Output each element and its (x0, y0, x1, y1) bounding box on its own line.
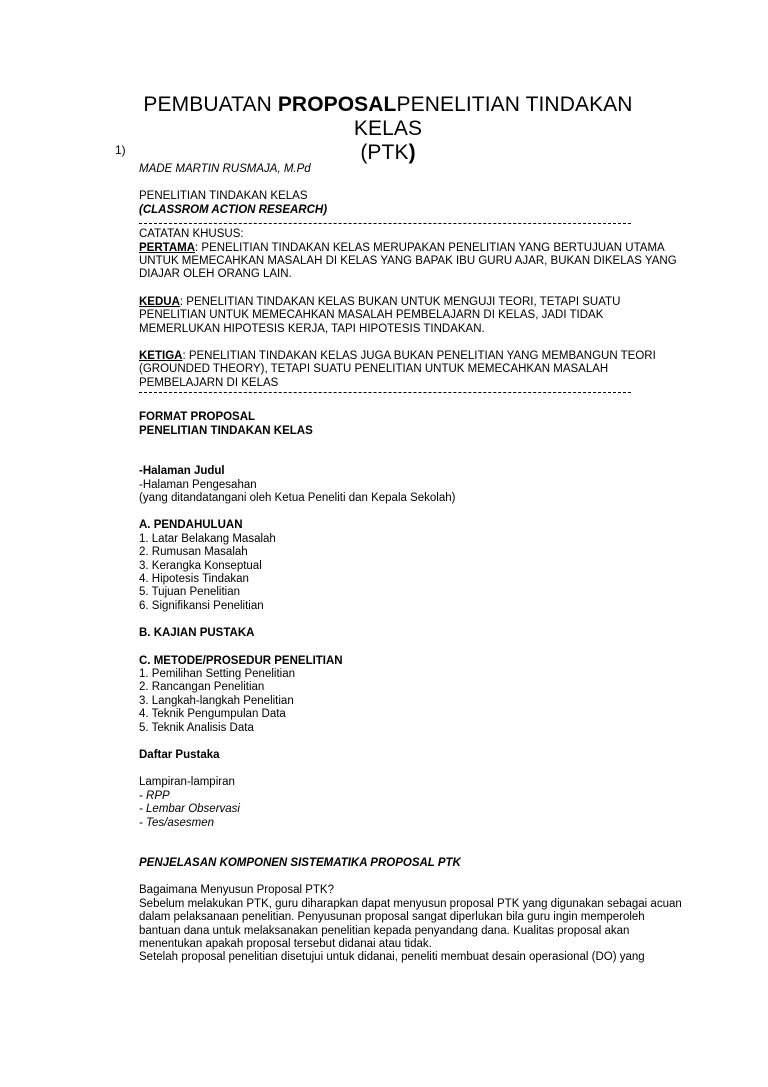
document-body (139, 163, 684, 965)
front-matter-title-page: -Halaman Judul (139, 465, 225, 478)
explanation-heading: PENJELASAN KOMPONEN SISTEMATIKA PROPOSAL PTK (139, 857, 461, 870)
note-second-label: KEDUA (139, 295, 180, 308)
section-a-item: 5. Tujuan Penelitian (139, 586, 241, 599)
explanation-paragraph-2: Setelah proposal penelitian disetujui untuk didanai, peneliti membuat desain operasional (DO) yang (139, 951, 645, 964)
format-heading-1: FORMAT PROPOSAL (139, 411, 256, 424)
appendix-item: - Lembar Observasi (139, 803, 240, 816)
footnote-marker: 1) (115, 143, 126, 157)
section-b-heading: B. KAJIAN PUSTAKA (139, 627, 255, 640)
appendix-item: - Tes/asesmen (139, 816, 214, 829)
dashed-divider-bottom (139, 392, 631, 393)
section-a-item: 6. Signifikansi Penelitian (139, 599, 264, 612)
note-first (139, 242, 684, 282)
section-a-item: 2. Rumusan Masalah (139, 546, 248, 559)
document-title (108, 93, 668, 165)
title-closing-paren: ) (408, 141, 416, 164)
front-matter-approval-note: (yang ditandatangani oleh Ketua Peneliti dan Kepala Sekolah) (139, 491, 456, 504)
note-third-label: KETIGA (139, 350, 183, 363)
title-part-3: (PTK (360, 141, 409, 164)
section-a-heading: A. PENDAHULUAN (139, 519, 243, 532)
note-first-text: : PENELITIAN TINDAKAN KELAS MERUPAKAN PENELITIAN YANG BERTUJUAN UTAMA UNTUK MEMECAHKAN MASALAH DI KELAS YANG BAPAK IBU GURU AJAR, BUKAN DIKELAS YANG DIAJAR OLEH ORANG LAIN. (139, 241, 677, 281)
note-second (139, 296, 684, 336)
format-heading-2: PENELITIAN TINDAKAN KELAS (139, 424, 313, 437)
note-third-text: : PENELITIAN TINDAKAN KELAS JUGA BUKAN PENELITIAN YANG MEMBANGUN TEORI (GROUNDED THEORY), TETAPI SUATU PENELITIAN UNTUK MEMECAHKAN MASALAH PEMBELAJARN DI KELAS (139, 350, 656, 389)
section-a-item: 1. Latar Belakang Masalah (139, 532, 276, 545)
front-matter-approval-page: -Halaman Pengesahan (139, 478, 257, 491)
section-c-item: 4. Teknik Pengumpulan Data (139, 708, 286, 721)
title-part-1: PEMBUATAN (143, 93, 278, 116)
subject-line-1: PENELITIAN TINDAKAN KELAS (139, 190, 308, 203)
section-a-item: 4. Hipotesis Tindakan (139, 572, 249, 585)
note-second-text: : PENELITIAN TINDAKAN KELAS BUKAN UNTUK MENGUJI TEORI, TETAPI SUATU PENELITIAN UNTUK MEMECAHKAN MASALAH PEMBELAJARN DI KELAS, JADI TIDAK MEMERLUKAN HIPOTESIS KERJA, TAPI HIPOTESIS TINDAKAN. (139, 295, 621, 335)
bibliography-heading: Daftar Pustaka (139, 749, 220, 761)
section-c-item: 1. Pemilihan Setting Penelitian (139, 667, 295, 680)
title-bold-word: PROPOSAL (277, 93, 397, 116)
section-c-heading: C. METODE/PROSEDUR PENELITIAN (139, 654, 343, 667)
notes-heading: CATATAN KHUSUS: (139, 228, 244, 241)
explanation-question: Bagaimana Menyusun Proposal PTK? (139, 884, 334, 897)
explanation-paragraph-1: Sebelum melakukan PTK, guru diharapkan dapat menyusun proposal PTK yang digunakan sebagai acuan dalam pelaksanaan penelitian. Penyusunan proposal sangat diperlukan bila guru ingin memperoleh bantuan dana untuk melaksanakan penelitian kepada penyandang dana. Kualitas proposal akan menentukan apakah proposal tersebut didanai atau tidak. (139, 897, 682, 951)
section-c-item: 2. Rancangan Penelitian (139, 681, 265, 694)
appendix-heading: Lampiran-lampiran (139, 776, 235, 789)
appendix-item: - RPP (139, 789, 170, 802)
note-first-label: PERTAMA (139, 241, 196, 254)
author-name: MADE MARTIN RUSMAJA, M.Pd (139, 163, 311, 175)
section-c-item: 5. Teknik Analisis Data (139, 721, 254, 734)
dashed-divider-top (139, 223, 631, 224)
section-a-item: 3. Kerangka Konseptual (139, 559, 262, 572)
section-c-item: 3. Langkah-langkah Penelitian (139, 694, 294, 707)
note-third (139, 350, 684, 390)
title-part-2: PENELITIAN TINDAKAN KELAS (353, 93, 633, 140)
subject-line-2: (CLASSROM ACTION RESEARCH) (139, 203, 328, 216)
